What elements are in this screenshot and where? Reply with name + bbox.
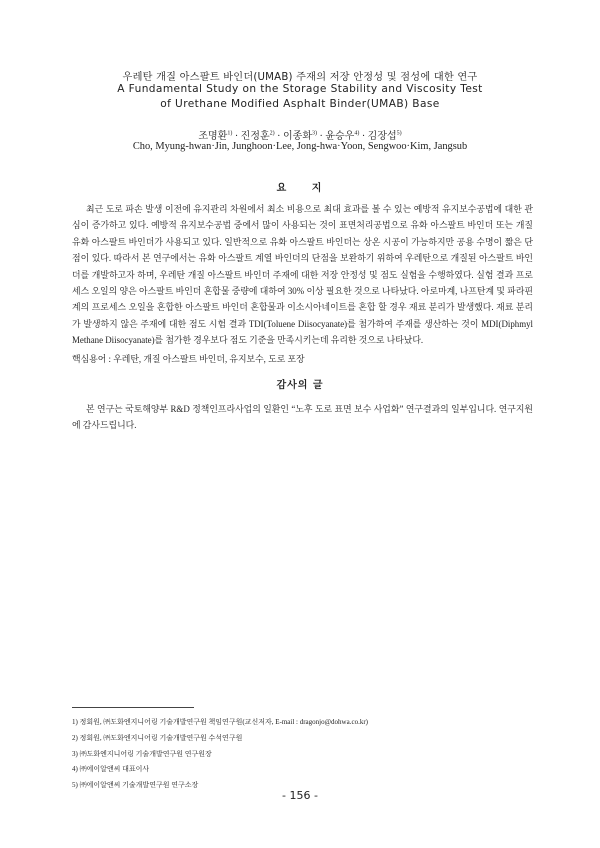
author-separator: · xyxy=(232,131,241,142)
author-affiliation-mark: 2) xyxy=(269,130,275,137)
footnote-item: 5) ㈜에이알앤씨 기술개발연구원 연구소장 xyxy=(72,781,199,790)
footnotes xyxy=(72,715,542,794)
keywords: 핵심용어 : 우레탄, 개질 아스팔트 바인더, 유지보수, 도로 포장 xyxy=(72,354,305,364)
page-number: - 156 - xyxy=(282,789,318,802)
footnote-divider xyxy=(72,707,194,708)
abstract-heading: 요 지 xyxy=(276,183,324,194)
author-separator: · xyxy=(316,131,326,142)
author-affiliation-mark: 5) xyxy=(396,130,402,137)
author-affiliation-mark: 3) xyxy=(311,130,317,137)
paper-title-korean: 우레탄 개질 아스팔트 바인더(UMAB) 주재의 저장 안정성 및 점성에 대한 연구 xyxy=(122,72,478,83)
footnote-item: 4) ㈜에이알앤씨 대표이사 xyxy=(72,765,150,774)
paper-title-english-line2: of Urethane Modified Asphalt Binder(UMAB) Base xyxy=(160,98,440,110)
author-name: 이종화 xyxy=(283,131,312,142)
author-name: 윤승우 xyxy=(325,131,355,142)
acknowledgement-heading: 감사의 글 xyxy=(276,380,324,391)
author-affiliation-mark: 1) xyxy=(227,130,233,137)
footnote-item: 1) 정회원, ㈜도화엔지니어링 기술개발연구원 책임연구원(교신저자, E-mail : dragonjo@dohwa.co.kr) xyxy=(72,718,368,726)
paper-title-english-line1: A Fundamental Study on the Storage Stability and Viscosity Test xyxy=(117,83,483,95)
abstract-body: 최근 도로 파손 발생 이전에 유지관리 차원에서 최소 비용으로 최대 효과를 볼 수 있는 예방적 유지보수공법에 대한 관심이 증가하고 있다. 예방적 유지보수공법 중에서 많이 사용되는 것이 표면처리공법으로 유화 아스팔트 바인더 또는 개질 유화 아스팔트 바인더가 사용되고 있다. 일반적으로 유화 아스팔트 바인더는 상온 시공이 가능하지만 공용 수명이 짧은 단점이 있다. 따라서 본 연구에서는 유화 아스팔트 계열 바인더의 단점을 보완하기 위하여 우레탄으로 개질된 아스팔트 바인더를 개발하고자 하며, 우레탄 개질 아스팔트 바인더 주재에 대한 저장 안정성 및 점도 실험을 수행하였다. 실험 결과 프로세스 오일의 양은 아스팔트 바인더 혼합물 중량에 대하여 30% 이상 필요한 것으로 나타났다. 아로마계, 나프탄계 및 파라핀계의 프로세스 오일을 혼합한 아스팔트 바인더 혼합물과 이소시아네이트를 혼합 할 경우 재료 분리가 발생했다. 재료 분리가 발생하지 않은 주재에 대한 점도 시험 결과 TDI(Toluene Diisocyanate)를 첨가하여 주재를 생산하는 것이 MDI(Diphmyl Methane Diisocyanate)를 첨가한 경우보다 점도 기준을 만족시키는데 유리한 것으로 나타났다. xyxy=(72,204,533,346)
author-name: 김장섭 xyxy=(367,131,397,142)
author-name: 조명환 xyxy=(198,131,228,142)
footnote-item: 3) ㈜도화엔지니어링 기술개발연구원 연구원장 xyxy=(72,749,212,758)
author-name: 진정훈 xyxy=(240,131,270,142)
acknowledgement-body: 본 연구는 국토해양부 R&D 정책인프라사업의 일환인 “노후 도로 표면 보수 사업화” 연구결과의 일부입니다. 연구지원에 감사드립니다. xyxy=(72,404,533,431)
author-separator: · xyxy=(274,131,283,142)
author-separator: · xyxy=(359,131,368,142)
footnote-item: 2) 정회원, ㈜도화엔지니어링 기술개발연구원 수석연구원 xyxy=(72,733,243,742)
author-affiliation-mark: 4) xyxy=(354,130,360,137)
authors-korean xyxy=(0,127,600,142)
authors-english: Cho, Myung-hwan·Jin, Junghoon·Lee, Jong-hwa·Yoon, Sengwoo·Kim, Jangsub xyxy=(132,141,468,152)
